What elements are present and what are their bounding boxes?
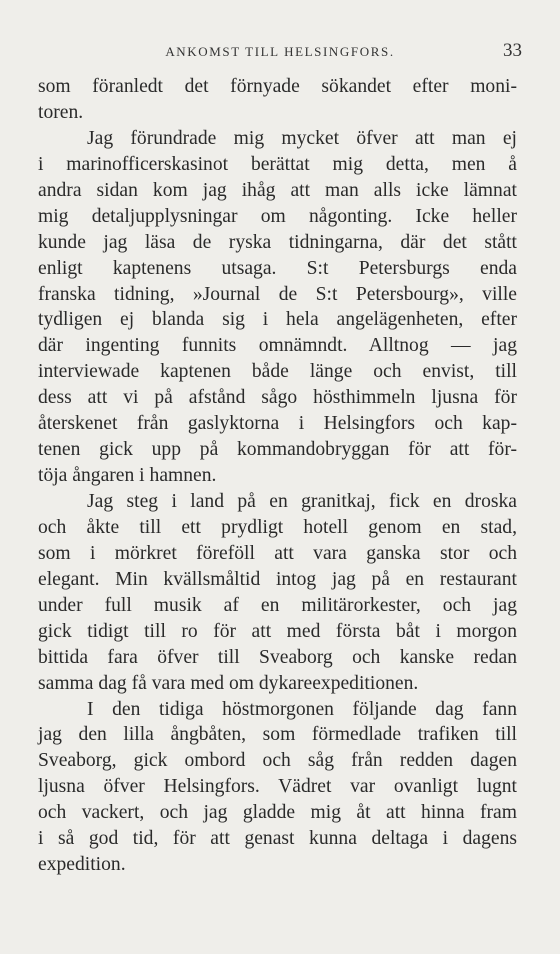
text-line: i marinofficerskasinot berättat mig detta, men å <box>38 153 517 175</box>
text-line: franska tidning, »Journal de S:t Petersbourg», ville <box>38 283 517 305</box>
text-line: elegant. Min kvällsmåltid intog jag på en restaurant <box>38 568 517 590</box>
text-line: bittida fara öfver till Sveaborg och kanske redan <box>38 646 517 668</box>
text-line: Jag förundrade mig mycket öfver att man ej <box>87 127 517 149</box>
body-text <box>38 74 517 878</box>
text-line: töja ångaren i hamnen. <box>38 465 217 487</box>
text-line: andra sidan kom jag ihåg att man alls icke lämnat <box>38 179 517 201</box>
text-line: kunde jag läsa de ryska tidningarna, där det stått <box>38 231 517 253</box>
text-line: enligt kaptenens utsaga. S:t Petersburgs enda <box>38 257 517 279</box>
text-line: tydligen ej blanda sig i hela angelägenheten, efter <box>38 309 517 331</box>
running-title: ANKOMST TILL HELSINGFORS. <box>165 44 395 59</box>
text-line: interviewade kaptenen både länge och envist, till <box>38 361 517 383</box>
text-line: där ingenting funnits omnämndt. Alltnog — jag <box>38 335 517 357</box>
text-line: dess att vi på afstånd sågo hösthimmeln ljusna för <box>38 387 517 409</box>
text-line: Jag steg i land på en granitkaj, fick en droska <box>87 491 517 512</box>
text-line: tenen gick upp på kommandobryggan för att för- <box>38 439 517 461</box>
text-line: jag den lilla ångbåten, som förmedlade trafiken till <box>38 724 517 746</box>
text-line: som föranledt det förnyade sökandet efter moni- <box>38 76 517 97</box>
text-line: och åkte till ett prydligt hotell genom en stad, <box>38 516 517 538</box>
text-line: I den tidiga höstmorgonen följande dag fann <box>87 698 517 720</box>
text-line: som i mörkret föreföll att vara ganska stor och <box>38 542 517 564</box>
text-line: gick tidigt till ro för att med första båt i morgon <box>38 620 517 642</box>
paragraph <box>38 489 517 697</box>
paragraph <box>38 74 517 126</box>
text-line: ljusna öfver Helsingfors. Vädret var ovanligt lugnt <box>38 776 517 798</box>
text-line: toren. <box>38 101 84 123</box>
page-number: 33 <box>503 40 522 61</box>
text-line: mig detaljupplysningar om någonting. Icke heller <box>38 205 517 227</box>
text-line: i så god tid, för att genast kunna deltaga i dagens <box>38 828 517 850</box>
text-line: under full musik af en militärorkester, och jag <box>38 594 517 616</box>
paragraph <box>38 126 517 489</box>
text-line: expedition. <box>38 854 126 876</box>
text-line: och vackert, och jag gladde mig åt att hinna fram <box>38 802 517 824</box>
text-line: återskenet från gaslyktorna i Helsingfors och kap- <box>38 413 517 435</box>
running-head <box>38 40 522 64</box>
text-line: Sveaborg, gick ombord och såg från redden dagen <box>38 750 517 772</box>
paragraph <box>38 697 517 879</box>
text-line: samma dag få vara med om dykareexpeditionen. <box>38 672 419 694</box>
